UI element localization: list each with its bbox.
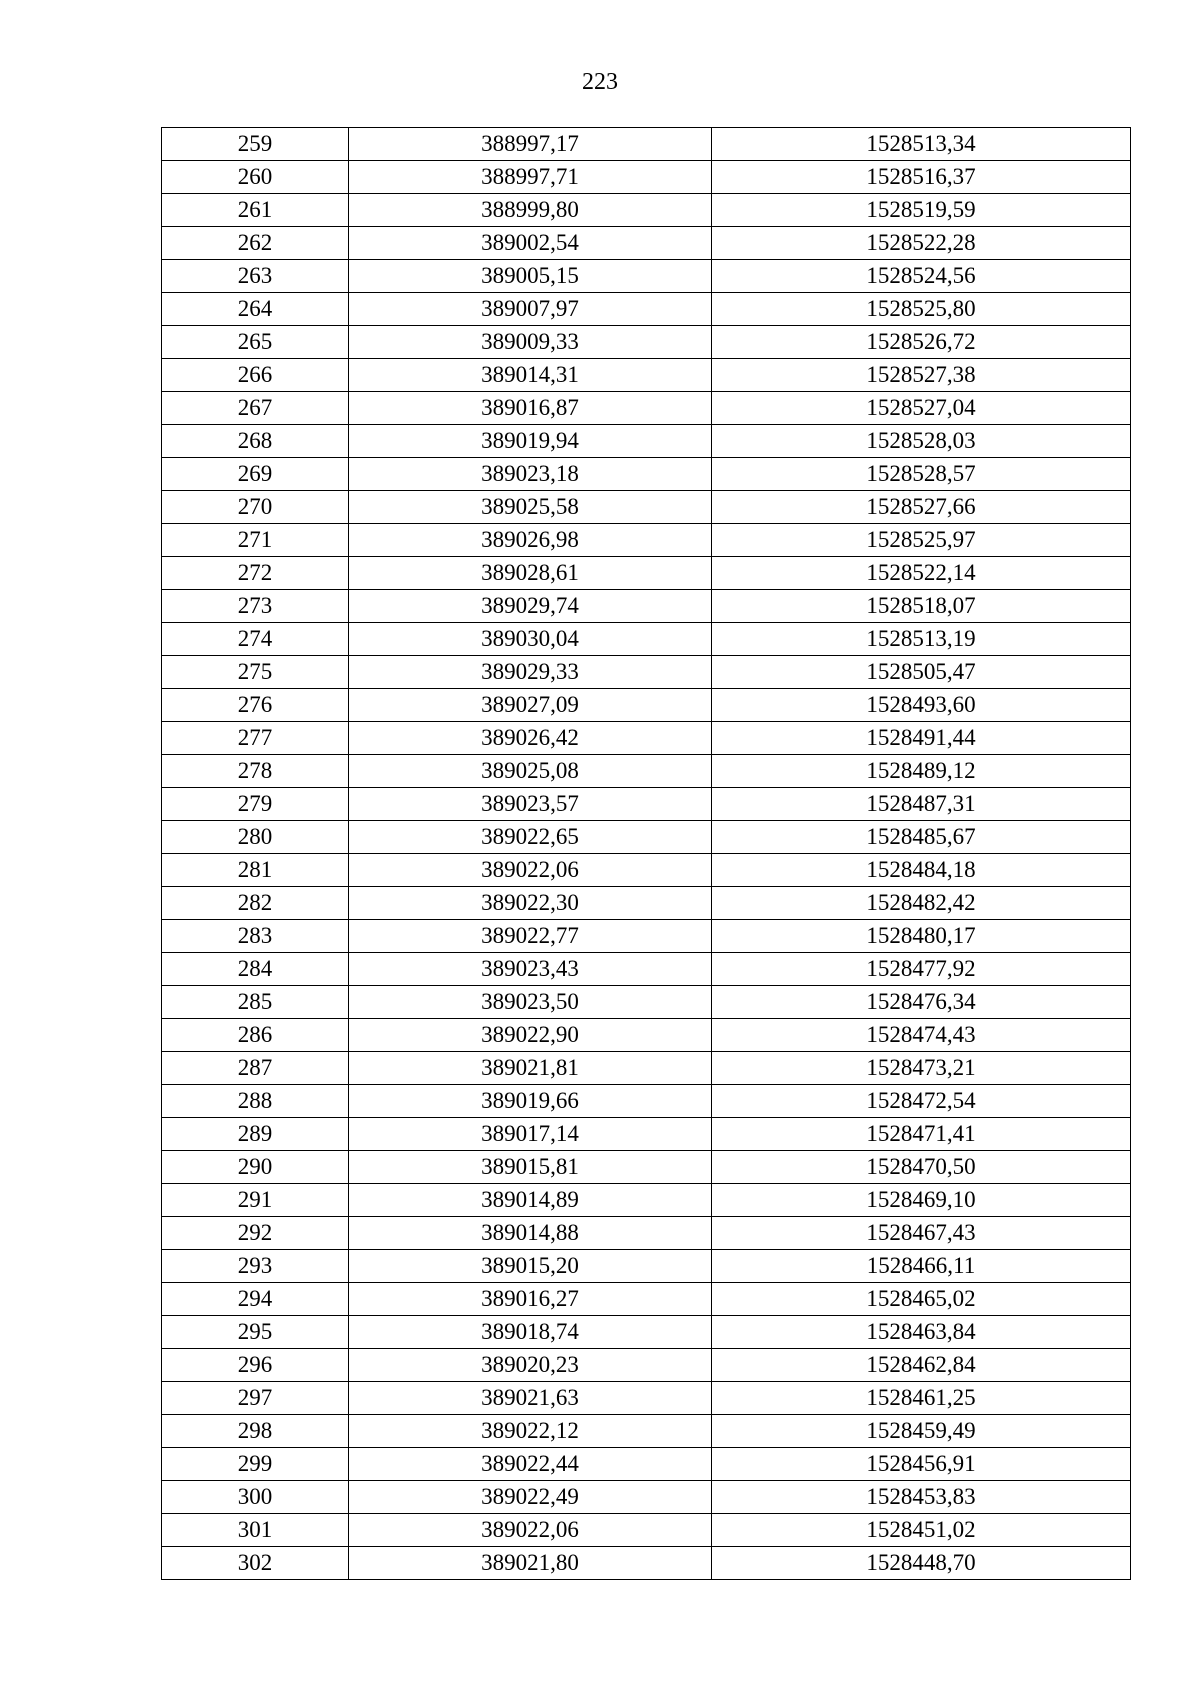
y-coordinate-cell: 1528467,43: [712, 1217, 1131, 1250]
point-number-cell: 293: [162, 1250, 349, 1283]
x-coordinate-cell: 389015,20: [349, 1250, 712, 1283]
y-coordinate-cell: 1528489,12: [712, 755, 1131, 788]
y-coordinate-cell: 1528462,84: [712, 1349, 1131, 1382]
x-coordinate-cell: 389025,08: [349, 755, 712, 788]
y-coordinate-cell: 1528461,25: [712, 1382, 1131, 1415]
x-coordinate-cell: 389019,66: [349, 1085, 712, 1118]
table-row: [162, 821, 1131, 854]
y-coordinate-cell: 1528491,44: [712, 722, 1131, 755]
y-coordinate-cell: 1528474,43: [712, 1019, 1131, 1052]
y-coordinate-cell: 1528519,59: [712, 194, 1131, 227]
table-row: [162, 1316, 1131, 1349]
x-coordinate-cell: 389021,80: [349, 1547, 712, 1580]
table-row: [162, 1118, 1131, 1151]
y-coordinate-cell: 1528459,49: [712, 1415, 1131, 1448]
point-number-cell: 271: [162, 524, 349, 557]
table-row: [162, 623, 1131, 656]
y-coordinate-cell: 1528513,19: [712, 623, 1131, 656]
table-row: [162, 854, 1131, 887]
point-number-cell: 270: [162, 491, 349, 524]
y-coordinate-cell: 1528463,84: [712, 1316, 1131, 1349]
point-number-cell: 295: [162, 1316, 349, 1349]
y-coordinate-cell: 1528476,34: [712, 986, 1131, 1019]
y-coordinate-cell: 1528528,03: [712, 425, 1131, 458]
x-coordinate-cell: 389002,54: [349, 227, 712, 260]
y-coordinate-cell: 1528493,60: [712, 689, 1131, 722]
point-number-cell: 301: [162, 1514, 349, 1547]
x-coordinate-cell: 389017,14: [349, 1118, 712, 1151]
table-row: [162, 1019, 1131, 1052]
table-row: [162, 1283, 1131, 1316]
x-coordinate-cell: 389027,09: [349, 689, 712, 722]
coordinates-table-body: [162, 128, 1131, 1580]
y-coordinate-cell: 1528525,97: [712, 524, 1131, 557]
x-coordinate-cell: 389014,89: [349, 1184, 712, 1217]
point-number-cell: 276: [162, 689, 349, 722]
x-coordinate-cell: 389007,97: [349, 293, 712, 326]
y-coordinate-cell: 1528484,18: [712, 854, 1131, 887]
x-coordinate-cell: 389029,74: [349, 590, 712, 623]
table-row: [162, 656, 1131, 689]
table-row: [162, 227, 1131, 260]
point-number-cell: 297: [162, 1382, 349, 1415]
table-row: [162, 161, 1131, 194]
x-coordinate-cell: 389026,42: [349, 722, 712, 755]
point-number-cell: 277: [162, 722, 349, 755]
y-coordinate-cell: 1528487,31: [712, 788, 1131, 821]
point-number-cell: 268: [162, 425, 349, 458]
table-row: [162, 557, 1131, 590]
x-coordinate-cell: 388999,80: [349, 194, 712, 227]
point-number-cell: 265: [162, 326, 349, 359]
table-row: [162, 755, 1131, 788]
point-number-cell: 302: [162, 1547, 349, 1580]
x-coordinate-cell: 389025,58: [349, 491, 712, 524]
point-number-cell: 261: [162, 194, 349, 227]
y-coordinate-cell: 1528482,42: [712, 887, 1131, 920]
x-coordinate-cell: 389022,06: [349, 854, 712, 887]
point-number-cell: 259: [162, 128, 349, 161]
y-coordinate-cell: 1528485,67: [712, 821, 1131, 854]
x-coordinate-cell: 389020,23: [349, 1349, 712, 1382]
table-row: [162, 1085, 1131, 1118]
y-coordinate-cell: 1528470,50: [712, 1151, 1131, 1184]
table-row: [162, 920, 1131, 953]
point-number-cell: 292: [162, 1217, 349, 1250]
point-number-cell: 285: [162, 986, 349, 1019]
point-number-cell: 274: [162, 623, 349, 656]
table-row: [162, 293, 1131, 326]
y-coordinate-cell: 1528451,02: [712, 1514, 1131, 1547]
table-row: [162, 953, 1131, 986]
table-row: [162, 689, 1131, 722]
point-number-cell: 263: [162, 260, 349, 293]
y-coordinate-cell: 1528522,14: [712, 557, 1131, 590]
x-coordinate-cell: 389026,98: [349, 524, 712, 557]
x-coordinate-cell: 389022,44: [349, 1448, 712, 1481]
x-coordinate-cell: 389021,81: [349, 1052, 712, 1085]
y-coordinate-cell: 1528456,91: [712, 1448, 1131, 1481]
table-row: [162, 1382, 1131, 1415]
point-number-cell: 282: [162, 887, 349, 920]
point-number-cell: 281: [162, 854, 349, 887]
x-coordinate-cell: 389014,31: [349, 359, 712, 392]
point-number-cell: 291: [162, 1184, 349, 1217]
point-number-cell: 283: [162, 920, 349, 953]
table-row: [162, 491, 1131, 524]
table-row: [162, 1250, 1131, 1283]
table-row: [162, 1514, 1131, 1547]
x-coordinate-cell: 388997,17: [349, 128, 712, 161]
point-number-cell: 264: [162, 293, 349, 326]
x-coordinate-cell: 389009,33: [349, 326, 712, 359]
point-number-cell: 289: [162, 1118, 349, 1151]
y-coordinate-cell: 1528473,21: [712, 1052, 1131, 1085]
table-row: [162, 128, 1131, 161]
x-coordinate-cell: 389016,87: [349, 392, 712, 425]
point-number-cell: 299: [162, 1448, 349, 1481]
page-number: 223: [582, 69, 618, 95]
table-row: [162, 1184, 1131, 1217]
table-row: [162, 326, 1131, 359]
table-row: [162, 1547, 1131, 1580]
y-coordinate-cell: 1528526,72: [712, 326, 1131, 359]
x-coordinate-cell: 389022,12: [349, 1415, 712, 1448]
table-row: [162, 1481, 1131, 1514]
table-row: [162, 887, 1131, 920]
point-number-cell: 260: [162, 161, 349, 194]
point-number-cell: 273: [162, 590, 349, 623]
table-row: [162, 425, 1131, 458]
table-row: [162, 590, 1131, 623]
point-number-cell: 278: [162, 755, 349, 788]
x-coordinate-cell: 389023,57: [349, 788, 712, 821]
table-row: [162, 260, 1131, 293]
y-coordinate-cell: 1528453,83: [712, 1481, 1131, 1514]
y-coordinate-cell: 1528448,70: [712, 1547, 1131, 1580]
y-coordinate-cell: 1528477,92: [712, 953, 1131, 986]
point-number-cell: 267: [162, 392, 349, 425]
point-number-cell: 275: [162, 656, 349, 689]
point-number-cell: 272: [162, 557, 349, 590]
x-coordinate-cell: 389014,88: [349, 1217, 712, 1250]
y-coordinate-cell: 1528472,54: [712, 1085, 1131, 1118]
table-row: [162, 986, 1131, 1019]
table-row: [162, 524, 1131, 557]
x-coordinate-cell: 389022,77: [349, 920, 712, 953]
y-coordinate-cell: 1528480,17: [712, 920, 1131, 953]
x-coordinate-cell: 389023,50: [349, 986, 712, 1019]
point-number-cell: 266: [162, 359, 349, 392]
y-coordinate-cell: 1528527,66: [712, 491, 1131, 524]
y-coordinate-cell: 1528471,41: [712, 1118, 1131, 1151]
point-number-cell: 269: [162, 458, 349, 491]
x-coordinate-cell: 389016,27: [349, 1283, 712, 1316]
point-number-cell: 298: [162, 1415, 349, 1448]
x-coordinate-cell: 389021,63: [349, 1382, 712, 1415]
y-coordinate-cell: 1528513,34: [712, 128, 1131, 161]
x-coordinate-cell: 389022,30: [349, 887, 712, 920]
y-coordinate-cell: 1528522,28: [712, 227, 1131, 260]
table-row: [162, 1151, 1131, 1184]
point-number-cell: 280: [162, 821, 349, 854]
x-coordinate-cell: 389022,49: [349, 1481, 712, 1514]
point-number-cell: 287: [162, 1052, 349, 1085]
point-number-cell: 290: [162, 1151, 349, 1184]
x-coordinate-cell: 389023,18: [349, 458, 712, 491]
table-row: [162, 1217, 1131, 1250]
y-coordinate-cell: 1528466,11: [712, 1250, 1131, 1283]
point-number-cell: 262: [162, 227, 349, 260]
x-coordinate-cell: 389028,61: [349, 557, 712, 590]
y-coordinate-cell: 1528525,80: [712, 293, 1131, 326]
y-coordinate-cell: 1528518,07: [712, 590, 1131, 623]
table-row: [162, 1448, 1131, 1481]
y-coordinate-cell: 1528524,56: [712, 260, 1131, 293]
x-coordinate-cell: 389023,43: [349, 953, 712, 986]
x-coordinate-cell: 389030,04: [349, 623, 712, 656]
table-row: [162, 194, 1131, 227]
y-coordinate-cell: 1528469,10: [712, 1184, 1131, 1217]
point-number-cell: 286: [162, 1019, 349, 1052]
y-coordinate-cell: 1528527,38: [712, 359, 1131, 392]
point-number-cell: 294: [162, 1283, 349, 1316]
y-coordinate-cell: 1528505,47: [712, 656, 1131, 689]
x-coordinate-cell: 389019,94: [349, 425, 712, 458]
x-coordinate-cell: 389022,65: [349, 821, 712, 854]
table-row: [162, 1415, 1131, 1448]
table-row: [162, 722, 1131, 755]
x-coordinate-cell: 388997,71: [349, 161, 712, 194]
x-coordinate-cell: 389015,81: [349, 1151, 712, 1184]
coordinates-table: [161, 127, 1131, 1580]
y-coordinate-cell: 1528527,04: [712, 392, 1131, 425]
x-coordinate-cell: 389022,90: [349, 1019, 712, 1052]
point-number-cell: 284: [162, 953, 349, 986]
x-coordinate-cell: 389018,74: [349, 1316, 712, 1349]
table-row: [162, 392, 1131, 425]
table-row: [162, 359, 1131, 392]
point-number-cell: 288: [162, 1085, 349, 1118]
x-coordinate-cell: 389022,06: [349, 1514, 712, 1547]
table-row: [162, 1349, 1131, 1382]
table-row: [162, 1052, 1131, 1085]
y-coordinate-cell: 1528516,37: [712, 161, 1131, 194]
x-coordinate-cell: 389005,15: [349, 260, 712, 293]
point-number-cell: 296: [162, 1349, 349, 1382]
table-row: [162, 788, 1131, 821]
point-number-cell: 279: [162, 788, 349, 821]
y-coordinate-cell: 1528465,02: [712, 1283, 1131, 1316]
table-row: [162, 458, 1131, 491]
point-number-cell: 300: [162, 1481, 349, 1514]
y-coordinate-cell: 1528528,57: [712, 458, 1131, 491]
x-coordinate-cell: 389029,33: [349, 656, 712, 689]
